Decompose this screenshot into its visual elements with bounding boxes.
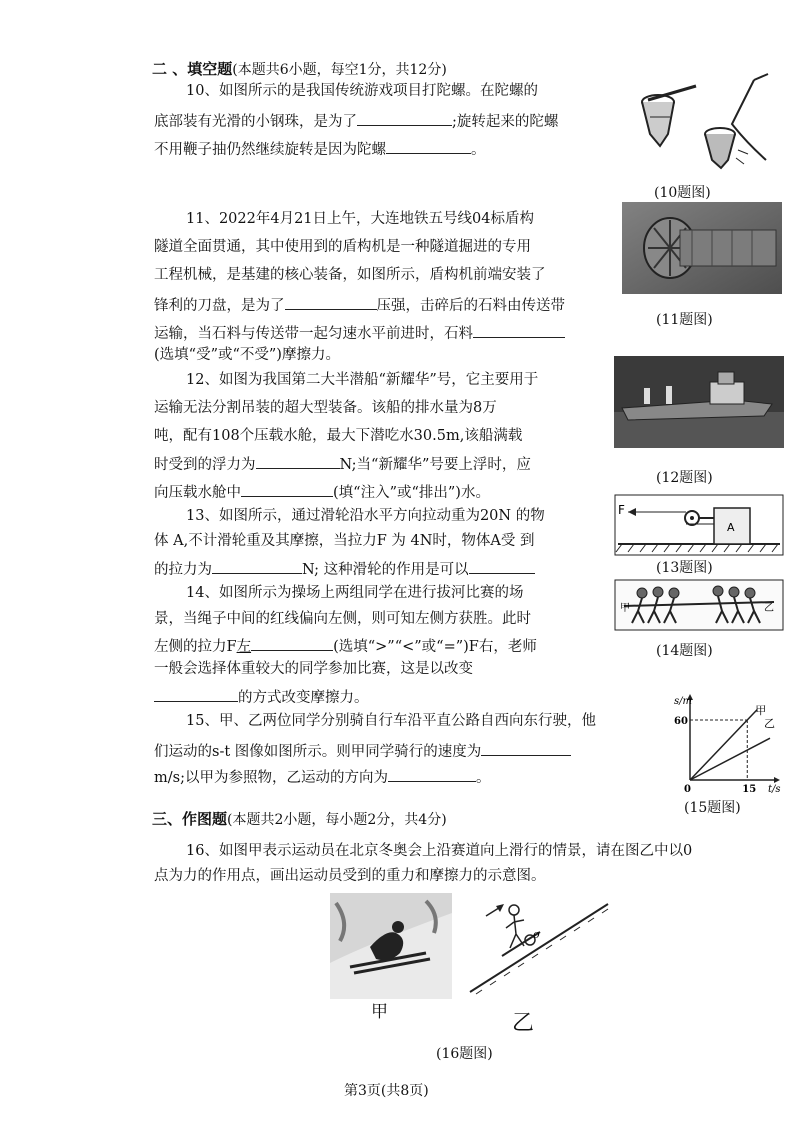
q15-line-1: 15、甲、乙两位同学分别骑自行车沿平直公路自西向东行驶，他 <box>186 713 596 729</box>
q12-text: N;当“新耀华”号要上浮时，应 <box>339 457 531 473</box>
q15-caption: (15题图) <box>684 800 741 816</box>
q16-caption: (16题图) <box>436 1046 493 1062</box>
label-F: F <box>618 503 625 517</box>
q12-caption: (12题图) <box>656 470 713 486</box>
series-label-yi: 乙 <box>764 717 775 730</box>
q11-blank-2[interactable] <box>473 321 565 338</box>
pulley-figure <box>614 494 784 556</box>
q11-line-3: 工程机械，是基建的核心装备，如图所示，盾构机前端安装了 <box>154 267 546 283</box>
q10-text: ;旋转起来的陀螺 <box>452 114 559 130</box>
q12-blank-1[interactable] <box>256 452 340 469</box>
tick-label-0: 0 <box>684 784 691 794</box>
section-3-title: 三、作图题 <box>152 810 228 828</box>
q12-text: 时受到的浮力为 <box>154 457 256 473</box>
st-graph <box>664 692 784 794</box>
q13-line-2: 体 A,不计滑轮重及其摩擦，当拉力F 为 4N时，物体A受 到 <box>154 533 535 549</box>
q13-text: 的拉力为 <box>154 562 212 578</box>
q11-blank-1[interactable] <box>285 293 377 310</box>
q11-line-5 <box>154 321 565 344</box>
q12-text: 向压载水舱中 <box>154 485 241 501</box>
figure-label-yi: 乙 <box>512 1011 535 1036</box>
shield-machine-photo <box>622 202 782 294</box>
q12-line-3: 吨，配有108个压载水舱，最大下潜吃水30.5m,该船满载 <box>154 428 523 444</box>
section-2-subtitle: (本题共6小题，每空1分，共12分) <box>232 62 447 78</box>
q10-caption: (10题图) <box>654 185 711 201</box>
tug-of-war-figure <box>614 579 784 631</box>
q10-text: 底部装有光滑的小钢珠，是为了 <box>154 114 357 130</box>
series-line-yi <box>690 738 770 780</box>
q11-text: 锋利的刀盘，是为了 <box>154 298 285 314</box>
x-axis-arrow <box>774 777 780 783</box>
q14-line-1: 14、如图所示为操场上两组同学在进行拔河比赛的场 <box>186 585 524 601</box>
q14-caption: (14题图) <box>656 643 713 659</box>
q11-caption: (11题图) <box>656 312 713 328</box>
q14-blank-2[interactable] <box>154 685 238 702</box>
x-axis-label: t/s <box>768 784 781 794</box>
q10-line-3 <box>154 137 486 160</box>
q14-subscript: 左 <box>236 639 252 655</box>
q14-line-4: 一般会选择体重较大的同学参加比赛，这是以改变 <box>154 661 473 677</box>
skier-diagram-yi <box>466 888 612 998</box>
section-2-title: 二 、填空题 <box>152 60 233 78</box>
q13-line-1: 13、如图所示，通过滑轮沿水平方向拉动重为20N 的物 <box>186 508 545 524</box>
q11-line-6: (选填“受”或“不受”)摩擦力。 <box>154 347 340 363</box>
point-o-label: o <box>533 928 540 941</box>
q15-text: 们运动的s-t 图像如图所示。则甲同学骑行的速度为 <box>154 744 482 760</box>
q16-line-2: 点为力的作用点，画出运动员受到的重力和摩擦力的示意图。 <box>154 868 546 884</box>
q12-line-4 <box>154 452 531 475</box>
q15-text: m/s;以甲为参照物，乙运动的方向为 <box>154 770 388 786</box>
q14-line-5 <box>154 685 369 708</box>
q13-line-3 <box>154 557 535 580</box>
q14-line-3 <box>154 634 537 657</box>
q14-text: 左侧的拉力F <box>154 639 237 655</box>
q13-blank-2[interactable] <box>469 557 535 574</box>
tick-label-15: 15 <box>742 784 757 794</box>
q10-text: 。 <box>471 142 486 158</box>
y-axis-label: s/m <box>674 696 692 707</box>
q15-line-3 <box>154 765 490 788</box>
q10-blank-2[interactable] <box>386 137 471 154</box>
q10-line-2 <box>154 109 558 132</box>
q11-line-2: 隧道全面贯通，其中使用到的盾构机是一种隧道掘进的专用 <box>154 239 531 255</box>
q10-text: 不用鞭子抽仍然继续旋转是因为陀螺 <box>154 142 386 158</box>
q14-text: 的方式改变摩擦力。 <box>238 690 369 706</box>
q12-text: (填“注入”或“排出”)水。 <box>333 485 490 501</box>
q12-line-2: 运输无法分割吊装的超大型装备。该船的排水量为8万 <box>154 400 497 416</box>
semi-submersible-ship-photo <box>614 356 784 448</box>
q12-blank-2[interactable] <box>241 480 333 497</box>
q14-blank-1[interactable] <box>251 634 333 651</box>
label-yi: 乙 <box>764 603 774 614</box>
spinning-top-figure <box>628 72 778 172</box>
q11-text: 压强，击碎后的石料由传送带 <box>376 298 565 314</box>
q15-blank-2[interactable] <box>388 765 476 782</box>
q15-text: 。 <box>475 770 491 786</box>
label-jia: 甲 <box>620 603 630 614</box>
q13-blank-1[interactable] <box>212 557 302 574</box>
section-3-subtitle: (本题共2小题，每小题2分，共4分) <box>227 812 447 828</box>
page-footer: 第3页(共8页) <box>344 1083 429 1099</box>
section-2-header <box>152 58 447 79</box>
skier-photo-jia <box>330 893 452 999</box>
q15-line-2 <box>154 739 571 762</box>
q12-line-5 <box>154 480 490 503</box>
q15-blank-1[interactable] <box>481 739 571 756</box>
q10-line-1: 10、如图所示的是我国传统游戏项目打陀螺。在陀螺的 <box>186 83 538 99</box>
q13-caption: (13题图) <box>656 560 713 576</box>
q12-line-1: 12、如图为我国第二大半潜船“新耀华”号，它主要用于 <box>186 372 539 388</box>
q13-text: N; 这种滑轮的作用是可以 <box>302 562 469 578</box>
section-3-header <box>152 808 447 829</box>
q14-text: (选填“>”“<”或“=”)F右，老师 <box>333 639 537 655</box>
tick-label-60: 60 <box>674 716 688 727</box>
q16-line-1: 16、如图甲表示运动员在北京冬奥会上沿赛道向上滑行的情景，请在图乙中以0 <box>186 843 693 859</box>
q11-text: 运输，当石料与传送带一起匀速水平前进时，石料 <box>154 326 473 342</box>
q14-line-2: 景，当绳子中间的红线偏向左侧，则可知左侧方获胜。此时 <box>154 611 531 627</box>
figure-label-jia: 甲 <box>371 1002 388 1022</box>
series-label-jia: 甲 <box>755 704 767 717</box>
q10-blank-1[interactable] <box>357 109 452 126</box>
q11-line-4 <box>154 293 565 316</box>
label-A: A <box>727 521 735 534</box>
q11-line-1: 11、2022年4月21日上午，大连地铁五号线04标盾构 <box>186 211 534 227</box>
